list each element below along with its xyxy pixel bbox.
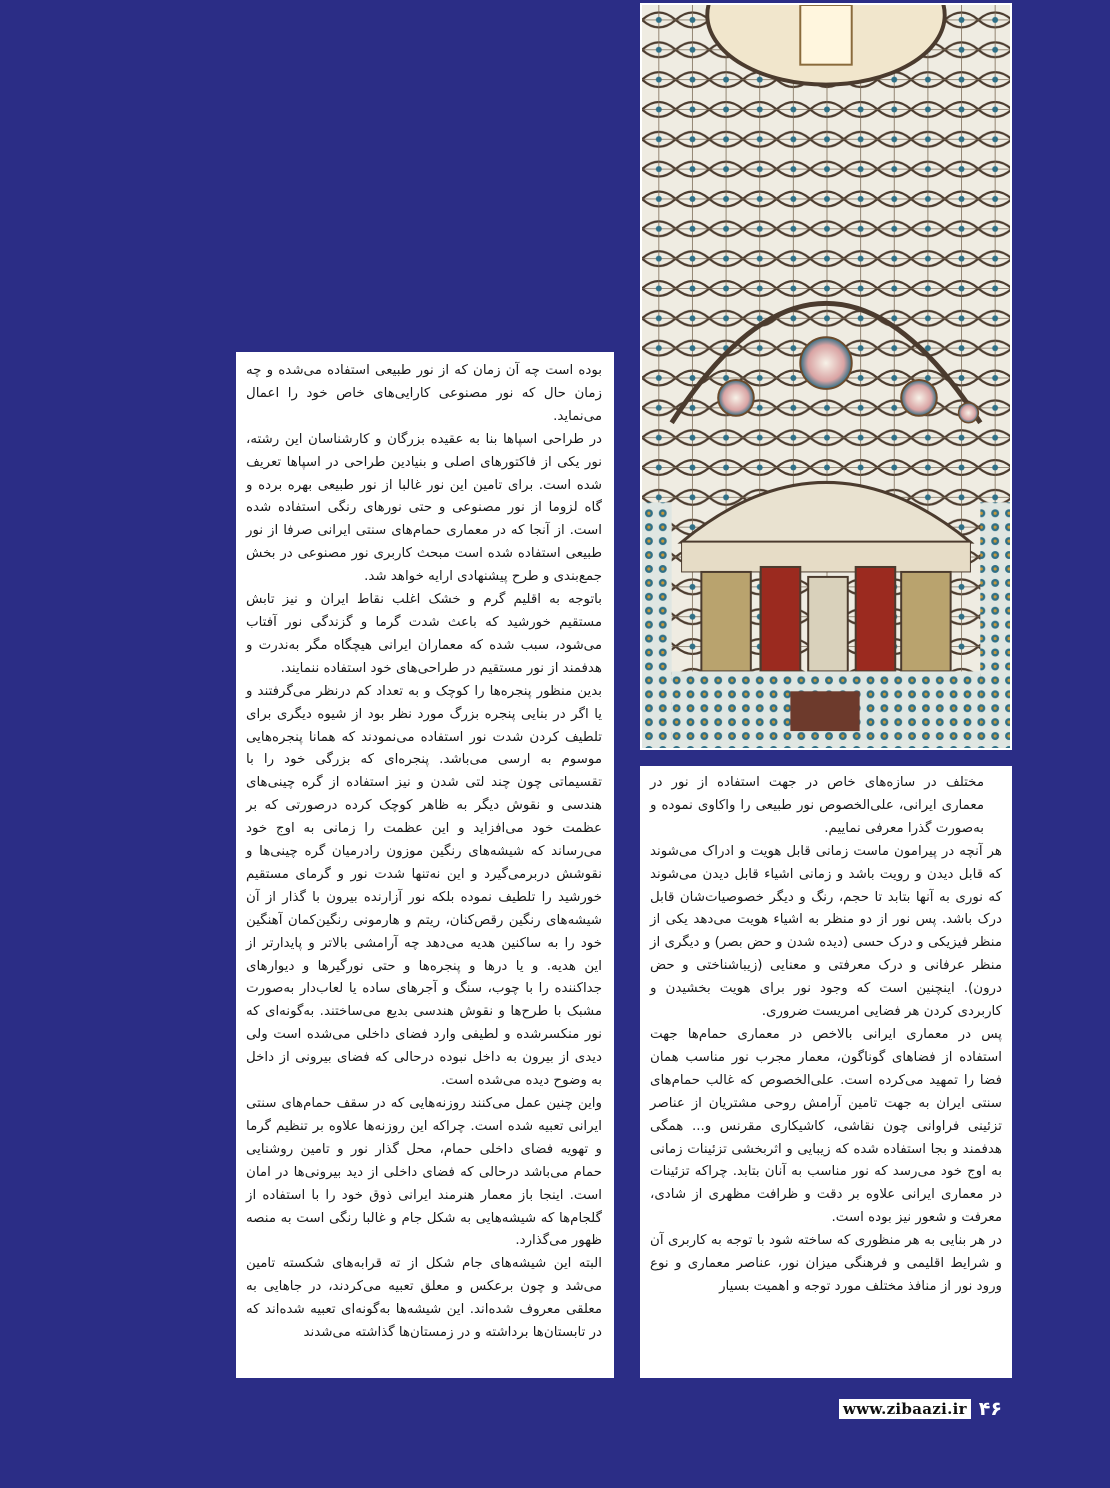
paragraph: بوده است چه آن زمان که از نور طبیعی استفاده می‌شده و چه زمان حال که نور مصنوعی کارایی‌های خاص خود را اعمال می‌نماید. xyxy=(246,363,602,424)
right-article-column xyxy=(640,766,1012,1378)
paragraph: بدین منظور پنجره‌ها را کوچک و به تعداد کم درنظر می‌گرفتند و یا اگر در بنایی پنجره بزرگ مورد نظر بود از شیوه دیگری برای تلطیف کردن شدت نور استفاده می‌نمودند که همانا پنجره‌هایی موسوم به ارسی می‌باشد. پنجره‌ای که بزرگی خود را با تقسیماتی چون چند لتی شدن و نیز استفاده از گره چینی‌های هندسی و نقوش دیگر به ظاهر کوچک کرده درصورتی که بر عظمت خود می‌افزاید و این عظمت را زمانی به اوج خود می‌رساند که شیشه‌های رنگین موزون رادرمیان گره چینی‌ها و نقوشش دربرمی‌گیرد و این نه‌تنها شدت نور و گرمای مستقیم خورشید را تلطیف نموده بلکه نور آزارنده بیرون با گذار از آن شیشه‌های رنگین رقص‌کنان، ریتم و هارمونی رنگین‌کمان آهنگین خود را به ساکنین هدیه می‌دهد چه آرامشی بالاتر و پایدارتر از این هدیه. و یا درها و پنجره‌ها و حتی نورگیرها و دیوارهای جداکننده را با چوب، سنگ و آجرهای ساده یا لعاب‌دار به‌صورت مشبک با طرح‌ها و نقوش هندسی بدیع می‌ساختند. به‌گونه‌ای که نور منکسرشده و لطیفی وارد فضای داخلی می‌شده است ولی دیدی از بیرون به داخل نبوده درحالی که فضای بیرونی از داخل به وضوح دیده می‌شده است. xyxy=(246,683,602,1089)
paragraph: البته این شیشه‌های جام شکل از ته قرابه‌های شکسته تامین می‌شد و چون برعکس و معلق تعبیه می‌کردند، در جاهایی به معلقی معروف شده‌اند. این شیشه‌ها به‌گونه‌ای تعبیه شده‌اند که در تابستان‌ها برداشته و در زمستان‌ها گذاشته می‌شدند xyxy=(246,1256,602,1341)
bathhouse-dome-photo xyxy=(640,3,1012,750)
intro-paragraph: مختلف در سازه‌های خاص در جهت استفاده از نور در معماری ایرانی، علی‌الخصوص نور طبیعی را واکاوی نموده و به‌صورت گذرا معرفی نماییم. xyxy=(650,775,984,836)
paragraph: واین چنین عمل می‌کنند روزنه‌هایی که در سقف حمام‌های سنتی ایرانی تعبیه شده است. چراکه این روزنه‌ها علاوه بر تنظیم گرما و تهویه فضای داخلی حمام، محل گذار نور و تامین روشنایی حمام می‌باشد درحالی که فضای داخلی از دید بیرونی‌ها در امان است. اینجا باز معمار هنرمند ایرانی ذوق خود را با استفاده از گلجام‌ها که شیشه‌هایی به شکل جام و غالبا رنگی است به منصه ظهور می‌گذارد. xyxy=(246,1096,602,1249)
dome-illustration xyxy=(642,5,1010,748)
paragraph: باتوجه به اقلیم گرم و خشک اغلب نقاط ایران و نیز تابش مستقیم خورشید که باعث شدت گرما و گزندگی نور آفتاب می‌شود، سبب شده که معماران ایرانی هیچگاه مگر به‌ندرت و هدفمند از نور مستقیم در طراحی‌های خود استفاده ننمایند. xyxy=(246,592,602,676)
paragraph: هر آنچه در پیرامون ماست زمانی قابل هویت و ادراک می‌شوند که قابل دیدن و رویت باشد و زمانی اشیاء قابل دیدن می‌شوند که نوری به آنها بتابد تا حجم، رنگ و دیگر خصوصیات‌شان قابل درک باشد. پس نور از دو منظر به اشیاء هویت می‌دهد یکی از منظر فیزیکی و درک حسی (دیده شدن و حض بصر) و دیگری از منظر عرفانی و درک معرفتی و معنایی (زیباشناختی و حض درون). اینچنین است که وجود نور برای هویت بخشیدن و کاربردی کردن هر فضایی امریست ضروری. xyxy=(650,843,1002,1020)
page-number: ۴۶ xyxy=(978,1398,1002,1420)
paragraph: در طراحی اسپاها بنا به عقیده بزرگان و کارشناسان این رشته، نور یکی از فاکتورهای اصلی و بنیادین طراحی در اسپاها تعریف شده است. برای تامین این نور غالبا از نور طبیعی بهره برده و گاه لزوما از نور مصنوعی و حتی نورهای رنگی استفاده شده است. از آنجا که در معماری حمام‌های سنتی ایرانی صرفا از نور طبیعی استفاده شده است مبحث کاربری نور مصنوعی در بخش جمع‌بندی و طرح پیشنهادی ارایه خواهد شد. xyxy=(246,431,602,585)
website-url[interactable]: www.zibaazi.ir xyxy=(839,1399,971,1419)
paragraph: در هر بنایی به هر منظوری که ساخته شود با توجه به کاربری آن و شرایط اقلیمی و فرهنگی میزان نور، عناصر معماری و نوع ورود نور از منافذ مختلف مورد توجه و اهمیت بسیار xyxy=(650,1233,1002,1294)
paragraph: پس در معماری ایرانی بالاخص در معماری حمام‌ها جهت استفاده از فضاهای گوناگون، معمار مجرب نور مناسب همان فضا را تمهید می‌کرده است. علی‌الخصوص که غالب حمام‌های سنتی ایران به جهت تامین آرامش روحی مشتریان از عناصر تزئینی فراوانی چون نقاشی، کاشیکاری مقرنس و... همگی هدفمند و بجا استفاده شده که زیبایی و اثربخشی تزئینات زمانی به اوج خود می‌رسد که نور مناسب به آنان بتابد. چراکه تزئینات در معماری ایرانی علاوه بر دقت و ظرافت مظهری از شادی، معرفت و شعور نیز بوده است. xyxy=(650,1026,1002,1226)
left-article-column xyxy=(236,352,614,1378)
page-footer xyxy=(839,1397,1002,1421)
